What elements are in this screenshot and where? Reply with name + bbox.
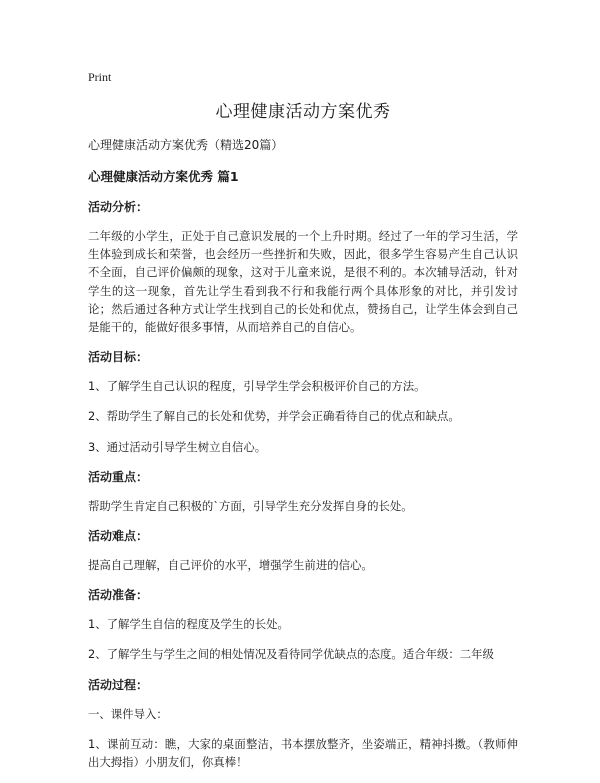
- goals-heading: 活动目标：: [88, 350, 149, 365]
- process-item: 1、课前互动：瞧，大家的桌面整洁，书本摆放整齐，坐姿端正，精神抖擞。（教师伸出大拇指）小朋友们，你真棒！: [88, 736, 518, 770]
- goal-item: 2、帮助学生了解自己的长处和优势，并学会正确看待自己的优点和缺点。: [88, 409, 460, 424]
- focus-heading: 活动重点：: [88, 469, 149, 484]
- preparation-heading: 活动准备：: [88, 588, 149, 603]
- goal-item: 1、了解学生自己认识的程度，引导学生学会积极评价自己的方法。: [88, 379, 426, 394]
- document-subtitle: 心理健康活动方案优秀（精选20篇）: [88, 138, 284, 152]
- process-heading: 活动过程：: [88, 677, 149, 692]
- process-item: 一、课件导入：: [88, 706, 168, 721]
- difficulty-heading: 活动难点：: [88, 529, 149, 544]
- difficulty-text: 提高自己理解，自己评价的水平，增强学生前进的信心。: [88, 558, 373, 573]
- preparation-item: 1、了解学生自信的程度及学生的长处。: [88, 617, 289, 632]
- analysis-heading: 活动分析：: [88, 200, 149, 214]
- preparation-item: 2、了解学生与学生之间的相处情况及看待同学优缺点的态度。适合年级：二年级: [88, 647, 494, 662]
- print-link[interactable]: Print: [88, 70, 112, 84]
- analysis-text: 二年级的小学生，正处于自己意识发展的一个上升时期。经过了一年的学习生活，学生体验到成长和荣誉，也会经历一些挫折和失败，因此，很多学生容易产生自己认识不全面，自己评价偏颇的现象，这对于儿童来说，是很不利的。本次辅导活动，针对学生的这一现象，首先让学生看到我不行和我能行两个具体形象的对比，并引发讨论；然后通过各种方式让学生找到自己的长处和优点，赞扬自己，让学生体会到自己是能干的，能做好很多事情，从而培养自己的自信心。: [88, 229, 518, 335]
- document-page: [88, 66, 518, 783]
- goal-item: 3、通过活动引导学生树立自信心。: [88, 439, 267, 454]
- section-title: 心理健康活动方案优秀 篇1: [88, 169, 239, 184]
- page-title: 心理健康活动方案优秀: [215, 102, 391, 122]
- focus-text: 帮助学生肯定自己积极的`方面，引导学生充分发挥自身的长处。: [88, 498, 413, 513]
